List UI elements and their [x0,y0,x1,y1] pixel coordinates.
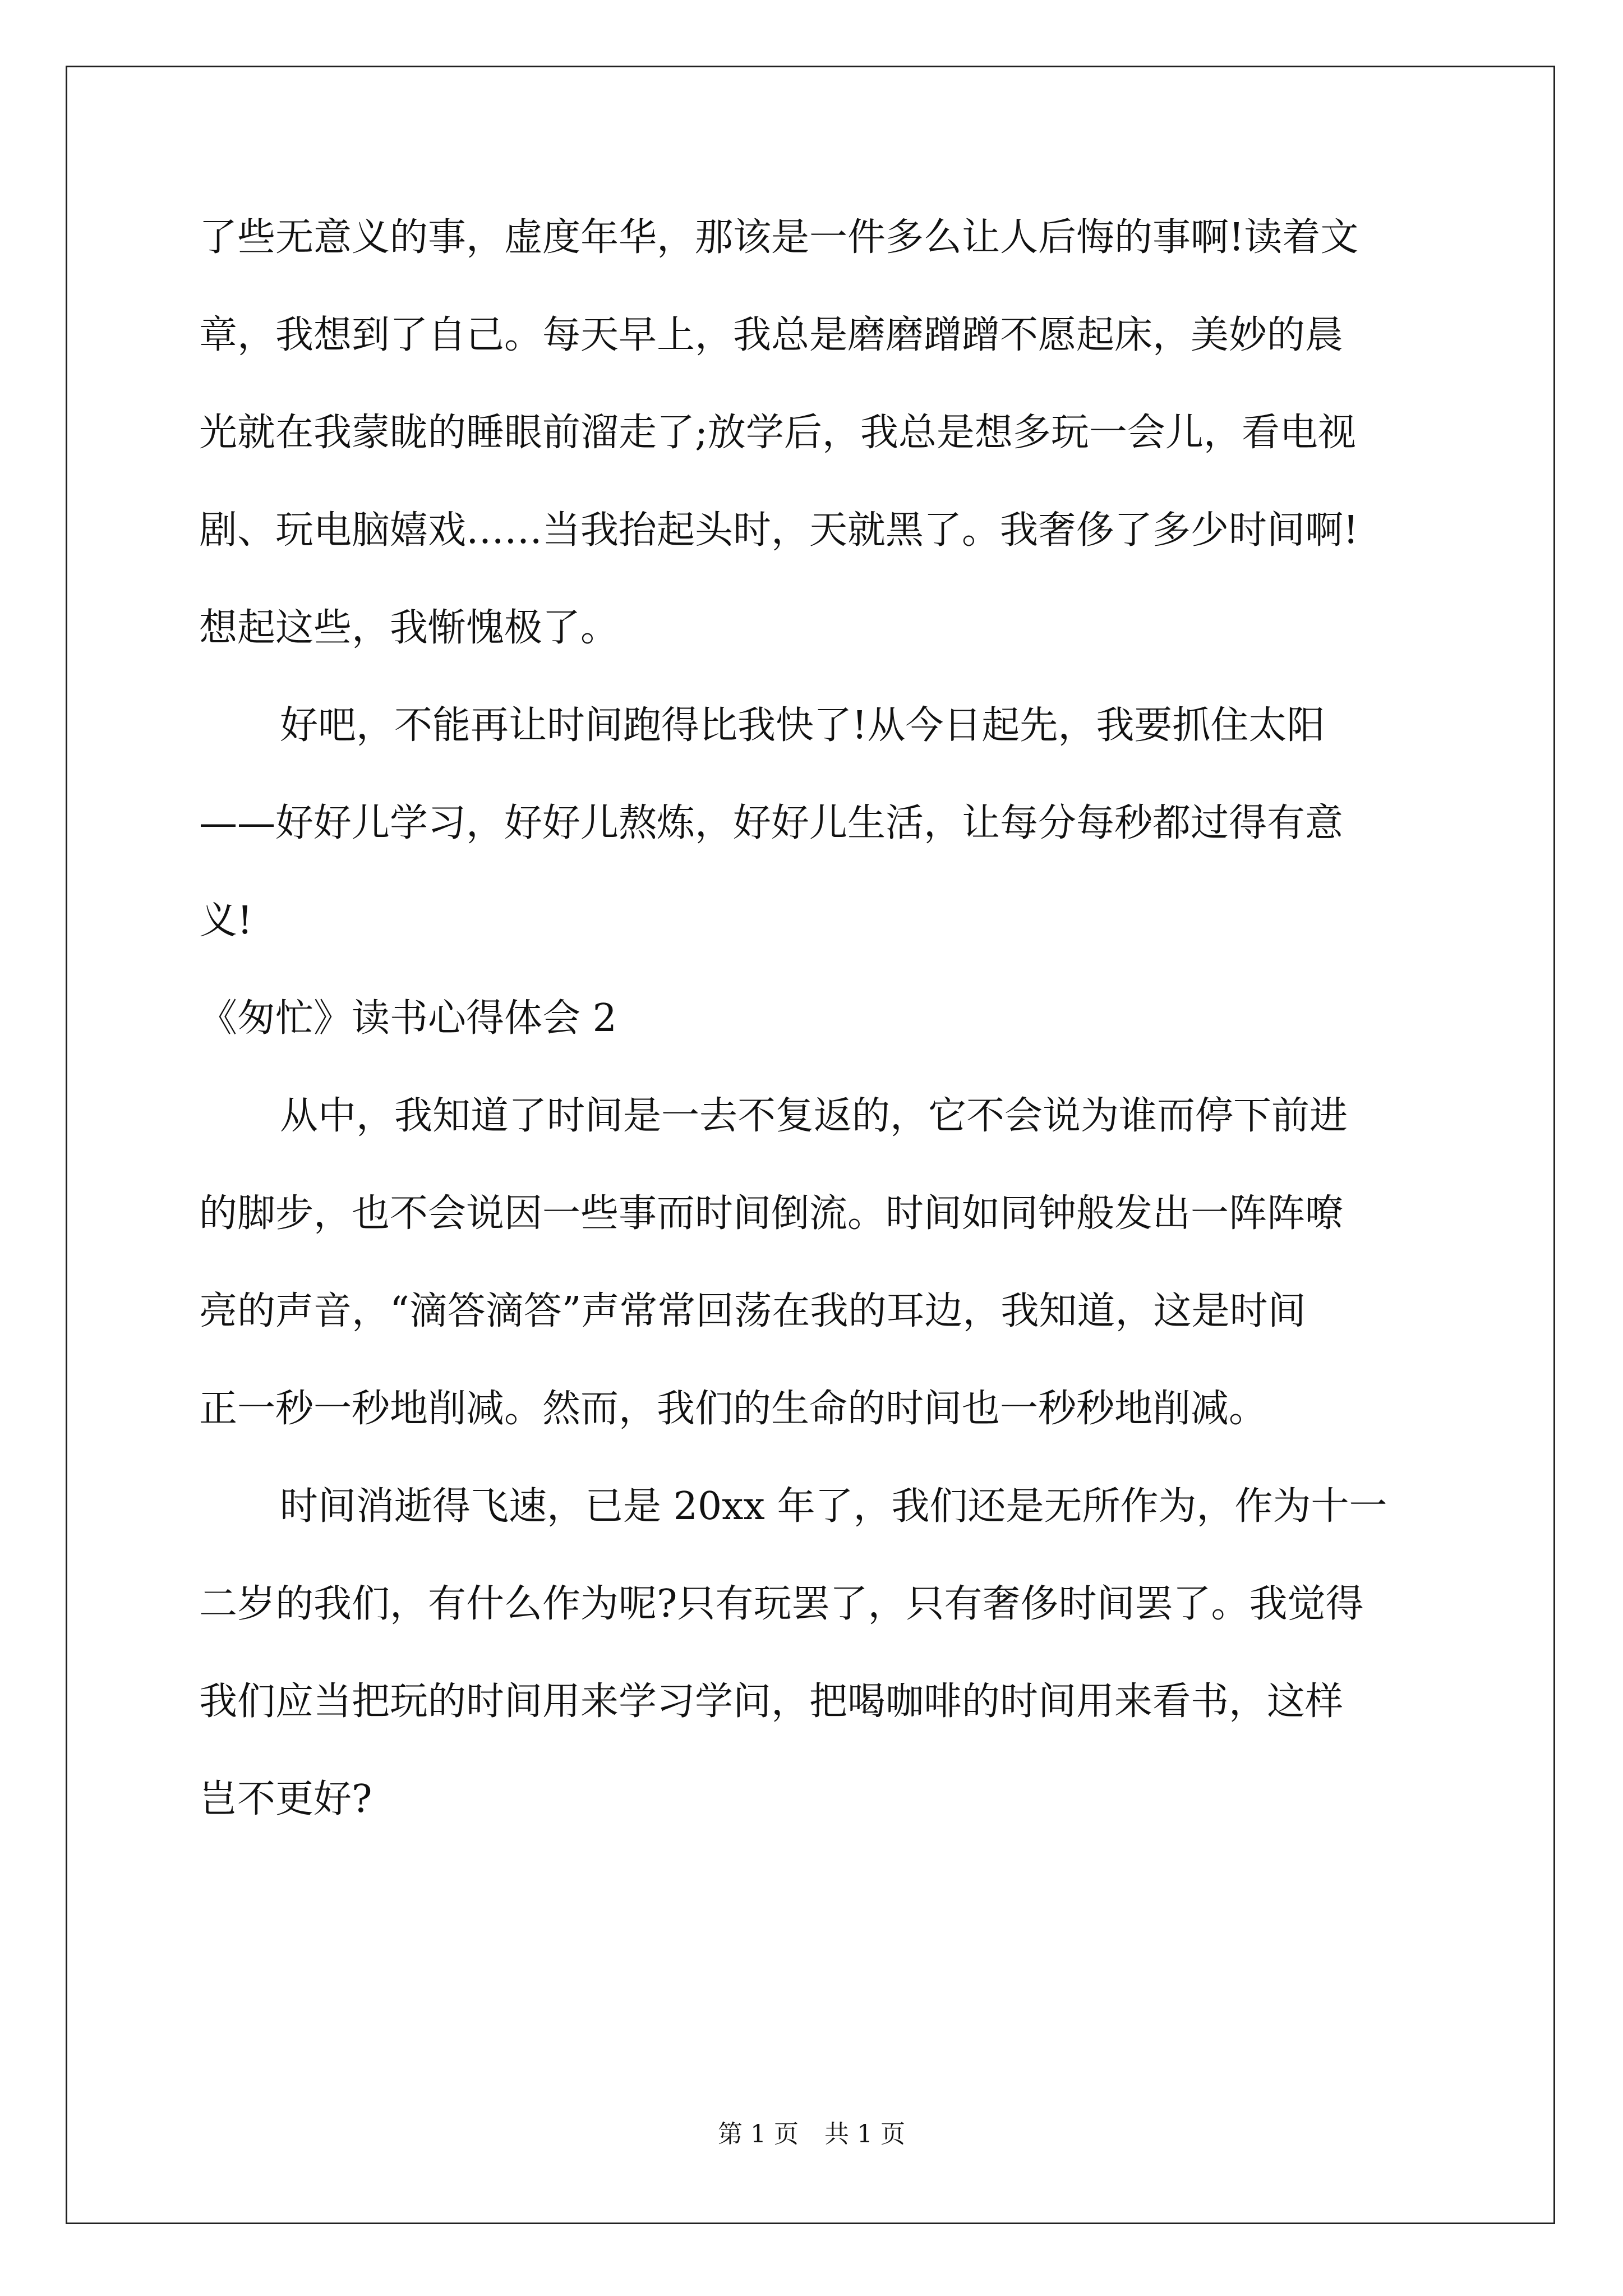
paragraph-4 [199,1484,1433,1878]
text-line: 从中，我知道了时间是一去不复返的，它不会说为谁而停下前进 [280,1094,1348,1138]
text-line: 二岁的我们，有什么作为呢?只有玩罢了，只有奢侈时间罢了。我觉得 [199,1582,1364,1626]
text-line: 了些无意义的事，虚度年华，那该是一件多么让人后悔的事啊!读着文 [199,215,1359,260]
text-line: 时间消逝得飞速，已是 20xx 年了，我们还是无所作为，作为十一 [280,1484,1387,1529]
text-line: 好吧，不能再让时间跑得比我快了!从今日起先，我要抓住太阳 [280,703,1325,748]
text-line: ——好好儿学习，好好儿熬炼，好好儿生活，让每分每秒都过得有意 [199,801,1344,845]
paragraph-3 [199,1094,1433,1488]
text-line: 义! [199,899,253,943]
text-line: 我们应当把玩的时间用来学习学问，把喝咖啡的时间用来看书，这样 [199,1680,1344,1724]
page-footer [0,2122,1623,2147]
section-heading: 《匆忙》读书心得体会 2 [199,996,617,1041]
text-line: 想起这些，我惭愧极了。 [199,606,619,650]
paragraph-1 [199,215,1433,707]
text-line: 岂不更好? [199,1777,372,1821]
text-line: 正一秒一秒地削减。然而，我们的生命的时间也一秒秒地削减。 [199,1387,1267,1431]
text-line: 亮的声音，“滴答滴答”声常常回荡在我的耳边，我知道，这是时间 [199,1289,1306,1333]
page-total: 共 1 页 [824,2120,905,2148]
text-line: 章，我想到了自己。每天早上，我总是磨磨蹭蹭不愿起床，美妙的晨 [199,313,1344,357]
text-line: 剧、玩电脑嬉戏……当我抬起头时，天就黑了。我奢侈了多少时间啊! [199,508,1359,553]
paragraph-2 [199,703,1433,1000]
text-line: 光就在我蒙眬的睡眼前溜走了;放学后，我总是想多玩一会儿，看电视 [199,411,1356,455]
text-line: 的脚步，也不会说因一些事而时间倒流。时间如同钟般发出一阵阵嘹 [199,1191,1344,1236]
document-body [199,215,1433,1878]
page-number: 第 1 页 [718,2120,799,2148]
